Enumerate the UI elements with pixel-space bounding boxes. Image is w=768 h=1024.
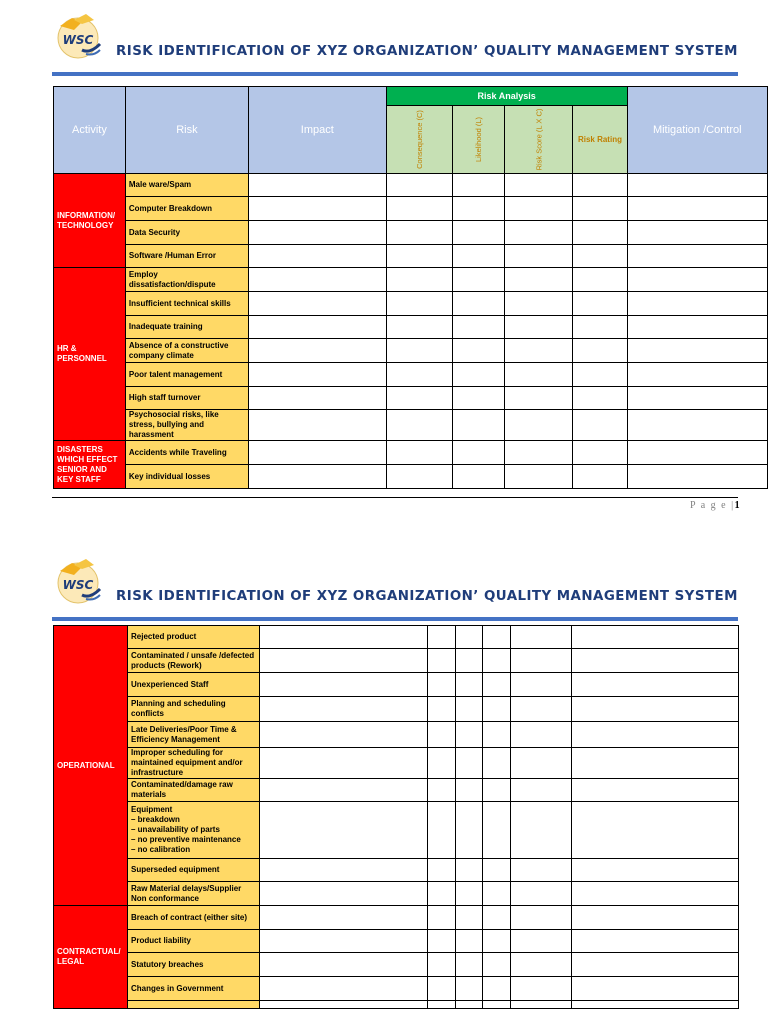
likelihood-cell[interactable] [456, 930, 483, 953]
risk-rating-cell[interactable] [573, 410, 627, 441]
table-row [54, 1001, 739, 1009]
header-mitigation: Mitigation /Control [627, 87, 767, 174]
mitigation-cell[interactable] [572, 673, 739, 697]
risk-cell: Key individual losses [125, 465, 248, 489]
table-row [54, 268, 768, 292]
risk-rating-cell[interactable] [511, 882, 572, 906]
table-row [54, 649, 739, 673]
mitigation-cell[interactable] [627, 363, 767, 387]
risk-cell: Contaminated / unsafe /defected products (Rework) [128, 649, 260, 673]
likelihood-cell[interactable] [452, 197, 504, 221]
mitigation-cell[interactable] [572, 802, 739, 859]
header-risk: Risk [125, 87, 248, 174]
risk-score-cell[interactable] [483, 779, 511, 802]
header-impact: Impact [248, 87, 386, 174]
risk-cell: Insufficient technical skills [125, 292, 248, 316]
risk-cell: Data Security [125, 221, 248, 245]
footer-rule [52, 497, 738, 498]
likelihood-cell[interactable] [456, 953, 483, 977]
risk-score-cell[interactable] [504, 363, 573, 387]
table-row [54, 441, 768, 465]
risk-cell: Planning and scheduling conflicts [128, 697, 260, 722]
impact-cell[interactable] [248, 465, 386, 489]
consequence-cell[interactable] [428, 649, 456, 673]
mitigation-cell[interactable] [627, 441, 767, 465]
mitigation-cell[interactable] [572, 1001, 739, 1009]
mitigation-cell[interactable] [572, 977, 739, 1001]
risk-score-cell[interactable] [504, 316, 573, 339]
page2-header [52, 555, 738, 621]
risk-score-cell[interactable] [483, 748, 511, 779]
likelihood-cell[interactable] [456, 626, 483, 649]
risk-cell: Inadequate training [125, 316, 248, 339]
risk-rating-cell[interactable] [573, 441, 627, 465]
likelihood-cell[interactable] [456, 748, 483, 779]
mitigation-cell[interactable] [627, 245, 767, 268]
consequence-cell[interactable] [386, 441, 452, 465]
header-rule [52, 617, 738, 621]
consequence-cell[interactable] [428, 722, 456, 748]
mitigation-cell[interactable] [627, 410, 767, 441]
impact-cell[interactable] [260, 697, 428, 722]
risk-score-cell[interactable] [504, 221, 573, 245]
likelihood-cell[interactable] [456, 859, 483, 882]
activity-cell: DISASTERS WHICH EFFECT SENIOR AND KEY STAFF [54, 441, 126, 489]
risk-score-cell[interactable] [504, 174, 573, 197]
likelihood-cell[interactable] [456, 977, 483, 1001]
table-row [54, 387, 768, 410]
risk-cell: Equipment – breakdown – unavailability of parts – no preventive maintenance – no calibration [128, 802, 260, 859]
impact-cell[interactable] [260, 906, 428, 930]
likelihood-cell[interactable] [452, 339, 504, 363]
risk-rating-cell[interactable] [511, 906, 572, 930]
mitigation-cell[interactable] [572, 882, 739, 906]
impact-cell[interactable] [260, 748, 428, 779]
risk-cell: Unexperienced Staff [128, 673, 260, 697]
header-risk-analysis: Risk Analysis [386, 87, 627, 106]
impact-cell[interactable] [260, 953, 428, 977]
risk-cell: Software /Human Error [125, 245, 248, 268]
consequence-cell[interactable] [428, 859, 456, 882]
impact-cell[interactable] [248, 316, 386, 339]
table-row [54, 930, 739, 953]
table-row [54, 953, 739, 977]
risk-cell: High staff turnover [125, 387, 248, 410]
risk-cell: Superseded equipment [128, 859, 260, 882]
risk-score-cell[interactable] [483, 977, 511, 1001]
impact-cell[interactable] [260, 779, 428, 802]
impact-cell[interactable] [260, 859, 428, 882]
impact-cell[interactable] [248, 387, 386, 410]
risk-score-cell[interactable] [483, 930, 511, 953]
risk-cell: Breach of contract (either site) [128, 906, 260, 930]
impact-cell[interactable] [260, 649, 428, 673]
mitigation-cell[interactable] [627, 292, 767, 316]
impact-cell[interactable] [248, 441, 386, 465]
likelihood-cell[interactable] [452, 268, 504, 292]
consequence-cell[interactable] [428, 802, 456, 859]
impact-cell[interactable] [260, 626, 428, 649]
risk-rating-cell[interactable] [573, 221, 627, 245]
table-row [54, 882, 739, 906]
risk-rating-cell[interactable] [511, 802, 572, 859]
impact-cell[interactable] [260, 722, 428, 748]
consequence-cell[interactable] [428, 953, 456, 977]
impact-cell[interactable] [248, 268, 386, 292]
risk-table-page1 [53, 86, 768, 489]
impact-cell[interactable] [260, 930, 428, 953]
consequence-cell[interactable] [386, 339, 452, 363]
risk-score-cell[interactable] [504, 292, 573, 316]
impact-cell[interactable] [260, 1001, 428, 1009]
likelihood-cell[interactable] [456, 649, 483, 673]
table-body-page1 [54, 174, 768, 489]
risk-rating-cell[interactable] [511, 930, 572, 953]
risk-score-cell[interactable] [483, 697, 511, 722]
consequence-cell[interactable] [428, 779, 456, 802]
risk-cell: Changes in Government [128, 977, 260, 1001]
risk-score-cell[interactable] [483, 882, 511, 906]
mitigation-cell[interactable] [627, 268, 767, 292]
likelihood-cell[interactable] [456, 1001, 483, 1009]
risk-rating-cell[interactable] [511, 1001, 572, 1009]
risk-rating-cell[interactable] [511, 977, 572, 1001]
risk-cell: Absence of a constructive company climate [125, 339, 248, 363]
likelihood-cell[interactable] [452, 221, 504, 245]
consequence-cell[interactable] [428, 748, 456, 779]
logo-text: WSC [62, 578, 94, 592]
likelihood-cell[interactable] [456, 673, 483, 697]
risk-cell: Product liability [128, 930, 260, 953]
page-number: P a g e |1 [690, 500, 742, 511]
impact-cell[interactable] [260, 882, 428, 906]
risk-cell: Male ware/Spam [125, 174, 248, 197]
risk-cell: Rejected product [128, 626, 260, 649]
risk-score-cell[interactable] [504, 197, 573, 221]
risk-score-cell[interactable] [483, 953, 511, 977]
consequence-cell[interactable] [428, 697, 456, 722]
consequence-cell[interactable] [386, 465, 452, 489]
likelihood-cell[interactable] [456, 697, 483, 722]
consequence-cell[interactable] [386, 174, 452, 197]
risk-score-cell[interactable] [504, 410, 573, 441]
risk-cell: Statutory breaches [128, 953, 260, 977]
impact-cell[interactable] [248, 245, 386, 268]
risk-score-cell[interactable] [483, 906, 511, 930]
mitigation-cell[interactable] [572, 697, 739, 722]
consequence-cell[interactable] [386, 410, 452, 441]
risk-score-cell[interactable] [504, 245, 573, 268]
consequence-cell[interactable] [386, 245, 452, 268]
risk-cell: Accidents while Traveling [125, 441, 248, 465]
consequence-cell[interactable] [428, 977, 456, 1001]
likelihood-cell[interactable] [452, 292, 504, 316]
risk-rating-cell[interactable] [511, 859, 572, 882]
mitigation-cell[interactable] [627, 387, 767, 410]
header-rule [52, 72, 738, 76]
table-row [54, 174, 768, 197]
impact-cell[interactable] [248, 174, 386, 197]
risk-score-cell[interactable] [483, 802, 511, 859]
risk-score-cell[interactable] [483, 1001, 511, 1009]
mitigation-cell[interactable] [572, 649, 739, 673]
header-risk-score: Risk Score (L X C) [504, 106, 573, 174]
table-row [54, 748, 739, 779]
risk-score-cell[interactable] [504, 339, 573, 363]
activity-cell: INFORMATION/ TECHNOLOGY [54, 174, 126, 268]
impact-cell[interactable] [248, 363, 386, 387]
logo-text: WSC [62, 33, 94, 47]
risk-cell: Raw Material delays/Supplier Non conformance [128, 882, 260, 906]
risk-rating-cell[interactable] [573, 174, 627, 197]
risk-rating-cell[interactable] [511, 673, 572, 697]
mitigation-cell[interactable] [572, 748, 739, 779]
risk-rating-cell[interactable] [511, 722, 572, 748]
wsc-logo [52, 10, 104, 62]
risk-rating-cell[interactable] [573, 316, 627, 339]
mitigation-cell[interactable] [572, 626, 739, 649]
impact-cell[interactable] [260, 802, 428, 859]
document-title: RISK IDENTIFICATION OF XYZ ORGANIZATION’ QUALITY MANAGEMENT SYSTEM [116, 44, 738, 59]
table-row [54, 339, 768, 363]
page1-header [52, 10, 738, 76]
consequence-cell[interactable] [428, 626, 456, 649]
risk-cell: Contaminated/damage raw materials [128, 779, 260, 802]
risk-rating-cell[interactable] [573, 363, 627, 387]
likelihood-cell[interactable] [456, 722, 483, 748]
risk-rating-cell[interactable] [573, 292, 627, 316]
risk-cell: Poor talent management [125, 363, 248, 387]
likelihood-cell[interactable] [452, 363, 504, 387]
impact-cell[interactable] [248, 221, 386, 245]
risk-score-cell[interactable] [504, 268, 573, 292]
table-row [54, 673, 739, 697]
document-title: RISK IDENTIFICATION OF XYZ ORGANIZATION’ QUALITY MANAGEMENT SYSTEM [116, 589, 738, 604]
likelihood-cell[interactable] [452, 441, 504, 465]
risk-rating-cell[interactable] [573, 339, 627, 363]
risk-score-cell[interactable] [504, 465, 573, 489]
consequence-cell[interactable] [428, 673, 456, 697]
likelihood-cell[interactable] [456, 906, 483, 930]
header-activity: Activity [54, 87, 126, 174]
risk-rating-cell[interactable] [573, 268, 627, 292]
risk-cell: Psychosocial risks, like stress, bullying and harassment [125, 410, 248, 441]
risk-rating-cell[interactable] [573, 387, 627, 410]
consequence-cell[interactable] [428, 1001, 456, 1009]
table-row [54, 316, 768, 339]
risk-cell: Computer Breakdown [125, 197, 248, 221]
table-row [54, 245, 768, 268]
table-row [54, 906, 739, 930]
likelihood-cell[interactable] [452, 174, 504, 197]
risk-rating-cell[interactable] [511, 626, 572, 649]
risk-rating-cell[interactable] [573, 197, 627, 221]
mitigation-cell[interactable] [572, 953, 739, 977]
likelihood-cell[interactable] [456, 882, 483, 906]
risk-rating-cell[interactable] [573, 465, 627, 489]
consequence-cell[interactable] [386, 316, 452, 339]
header-consequence: Consequence (C) [386, 106, 452, 174]
table-row [54, 977, 739, 1001]
activity-cell: OPERATIONAL [54, 626, 128, 906]
wsc-logo [52, 555, 104, 607]
consequence-cell[interactable] [386, 197, 452, 221]
table-row [54, 626, 739, 649]
impact-cell[interactable] [248, 292, 386, 316]
risk-cell: Improper scheduling for maintained equipment and/or infrastructure [128, 748, 260, 779]
mitigation-cell[interactable] [572, 722, 739, 748]
risk-table-page2 [53, 625, 739, 1009]
impact-cell[interactable] [248, 410, 386, 441]
table-row [54, 292, 768, 316]
risk-rating-cell[interactable] [573, 245, 627, 268]
header-risk-rating: Risk Rating [573, 106, 627, 174]
risk-rating-cell[interactable] [511, 779, 572, 802]
risk-cell [128, 1001, 260, 1009]
risk-rating-cell[interactable] [511, 953, 572, 977]
consequence-cell[interactable] [428, 882, 456, 906]
likelihood-cell[interactable] [452, 245, 504, 268]
table-row [54, 697, 739, 722]
table-row [54, 363, 768, 387]
table-row [54, 859, 739, 882]
risk-score-cell[interactable] [483, 649, 511, 673]
likelihood-cell[interactable] [456, 802, 483, 859]
activity-cell: CONTRACTUAL/ LEGAL [54, 906, 128, 1009]
activity-cell: HR & PERSONNEL [54, 268, 126, 441]
mitigation-cell[interactable] [627, 465, 767, 489]
mitigation-cell[interactable] [572, 779, 739, 802]
risk-score-cell[interactable] [483, 859, 511, 882]
impact-cell[interactable] [260, 977, 428, 1001]
mitigation-cell[interactable] [627, 339, 767, 363]
consequence-cell[interactable] [386, 363, 452, 387]
mitigation-cell[interactable] [627, 174, 767, 197]
impact-cell[interactable] [260, 673, 428, 697]
impact-cell[interactable] [248, 339, 386, 363]
risk-score-cell[interactable] [504, 441, 573, 465]
consequence-cell[interactable] [386, 387, 452, 410]
risk-score-cell[interactable] [504, 387, 573, 410]
mitigation-cell[interactable] [572, 906, 739, 930]
mitigation-cell[interactable] [627, 316, 767, 339]
consequence-cell[interactable] [386, 221, 452, 245]
table-row [54, 779, 739, 802]
consequence-cell[interactable] [386, 268, 452, 292]
table-row [54, 722, 739, 748]
risk-rating-cell[interactable] [511, 697, 572, 722]
consequence-cell[interactable] [428, 906, 456, 930]
risk-score-cell[interactable] [483, 722, 511, 748]
mitigation-cell[interactable] [627, 197, 767, 221]
likelihood-cell[interactable] [456, 779, 483, 802]
risk-rating-cell[interactable] [511, 748, 572, 779]
mitigation-cell[interactable] [627, 221, 767, 245]
risk-score-cell[interactable] [483, 673, 511, 697]
table-row [54, 410, 768, 441]
risk-score-cell[interactable] [483, 626, 511, 649]
likelihood-cell[interactable] [452, 410, 504, 441]
risk-rating-cell[interactable] [511, 649, 572, 673]
risk-cell: Employ dissatisfaction/dispute [125, 268, 248, 292]
consequence-cell[interactable] [386, 292, 452, 316]
table-row [54, 465, 768, 489]
consequence-cell[interactable] [428, 930, 456, 953]
likelihood-cell[interactable] [452, 465, 504, 489]
impact-cell[interactable] [248, 197, 386, 221]
table-row [54, 197, 768, 221]
likelihood-cell[interactable] [452, 387, 504, 410]
mitigation-cell[interactable] [572, 859, 739, 882]
table-row [54, 802, 739, 859]
risk-cell: Late Deliveries/Poor Time & Efficiency Management [128, 722, 260, 748]
likelihood-cell[interactable] [452, 316, 504, 339]
mitigation-cell[interactable] [572, 930, 739, 953]
table-body-page2 [54, 626, 739, 1009]
table-row [54, 221, 768, 245]
header-likelihood: Likelihood (L) [452, 106, 504, 174]
